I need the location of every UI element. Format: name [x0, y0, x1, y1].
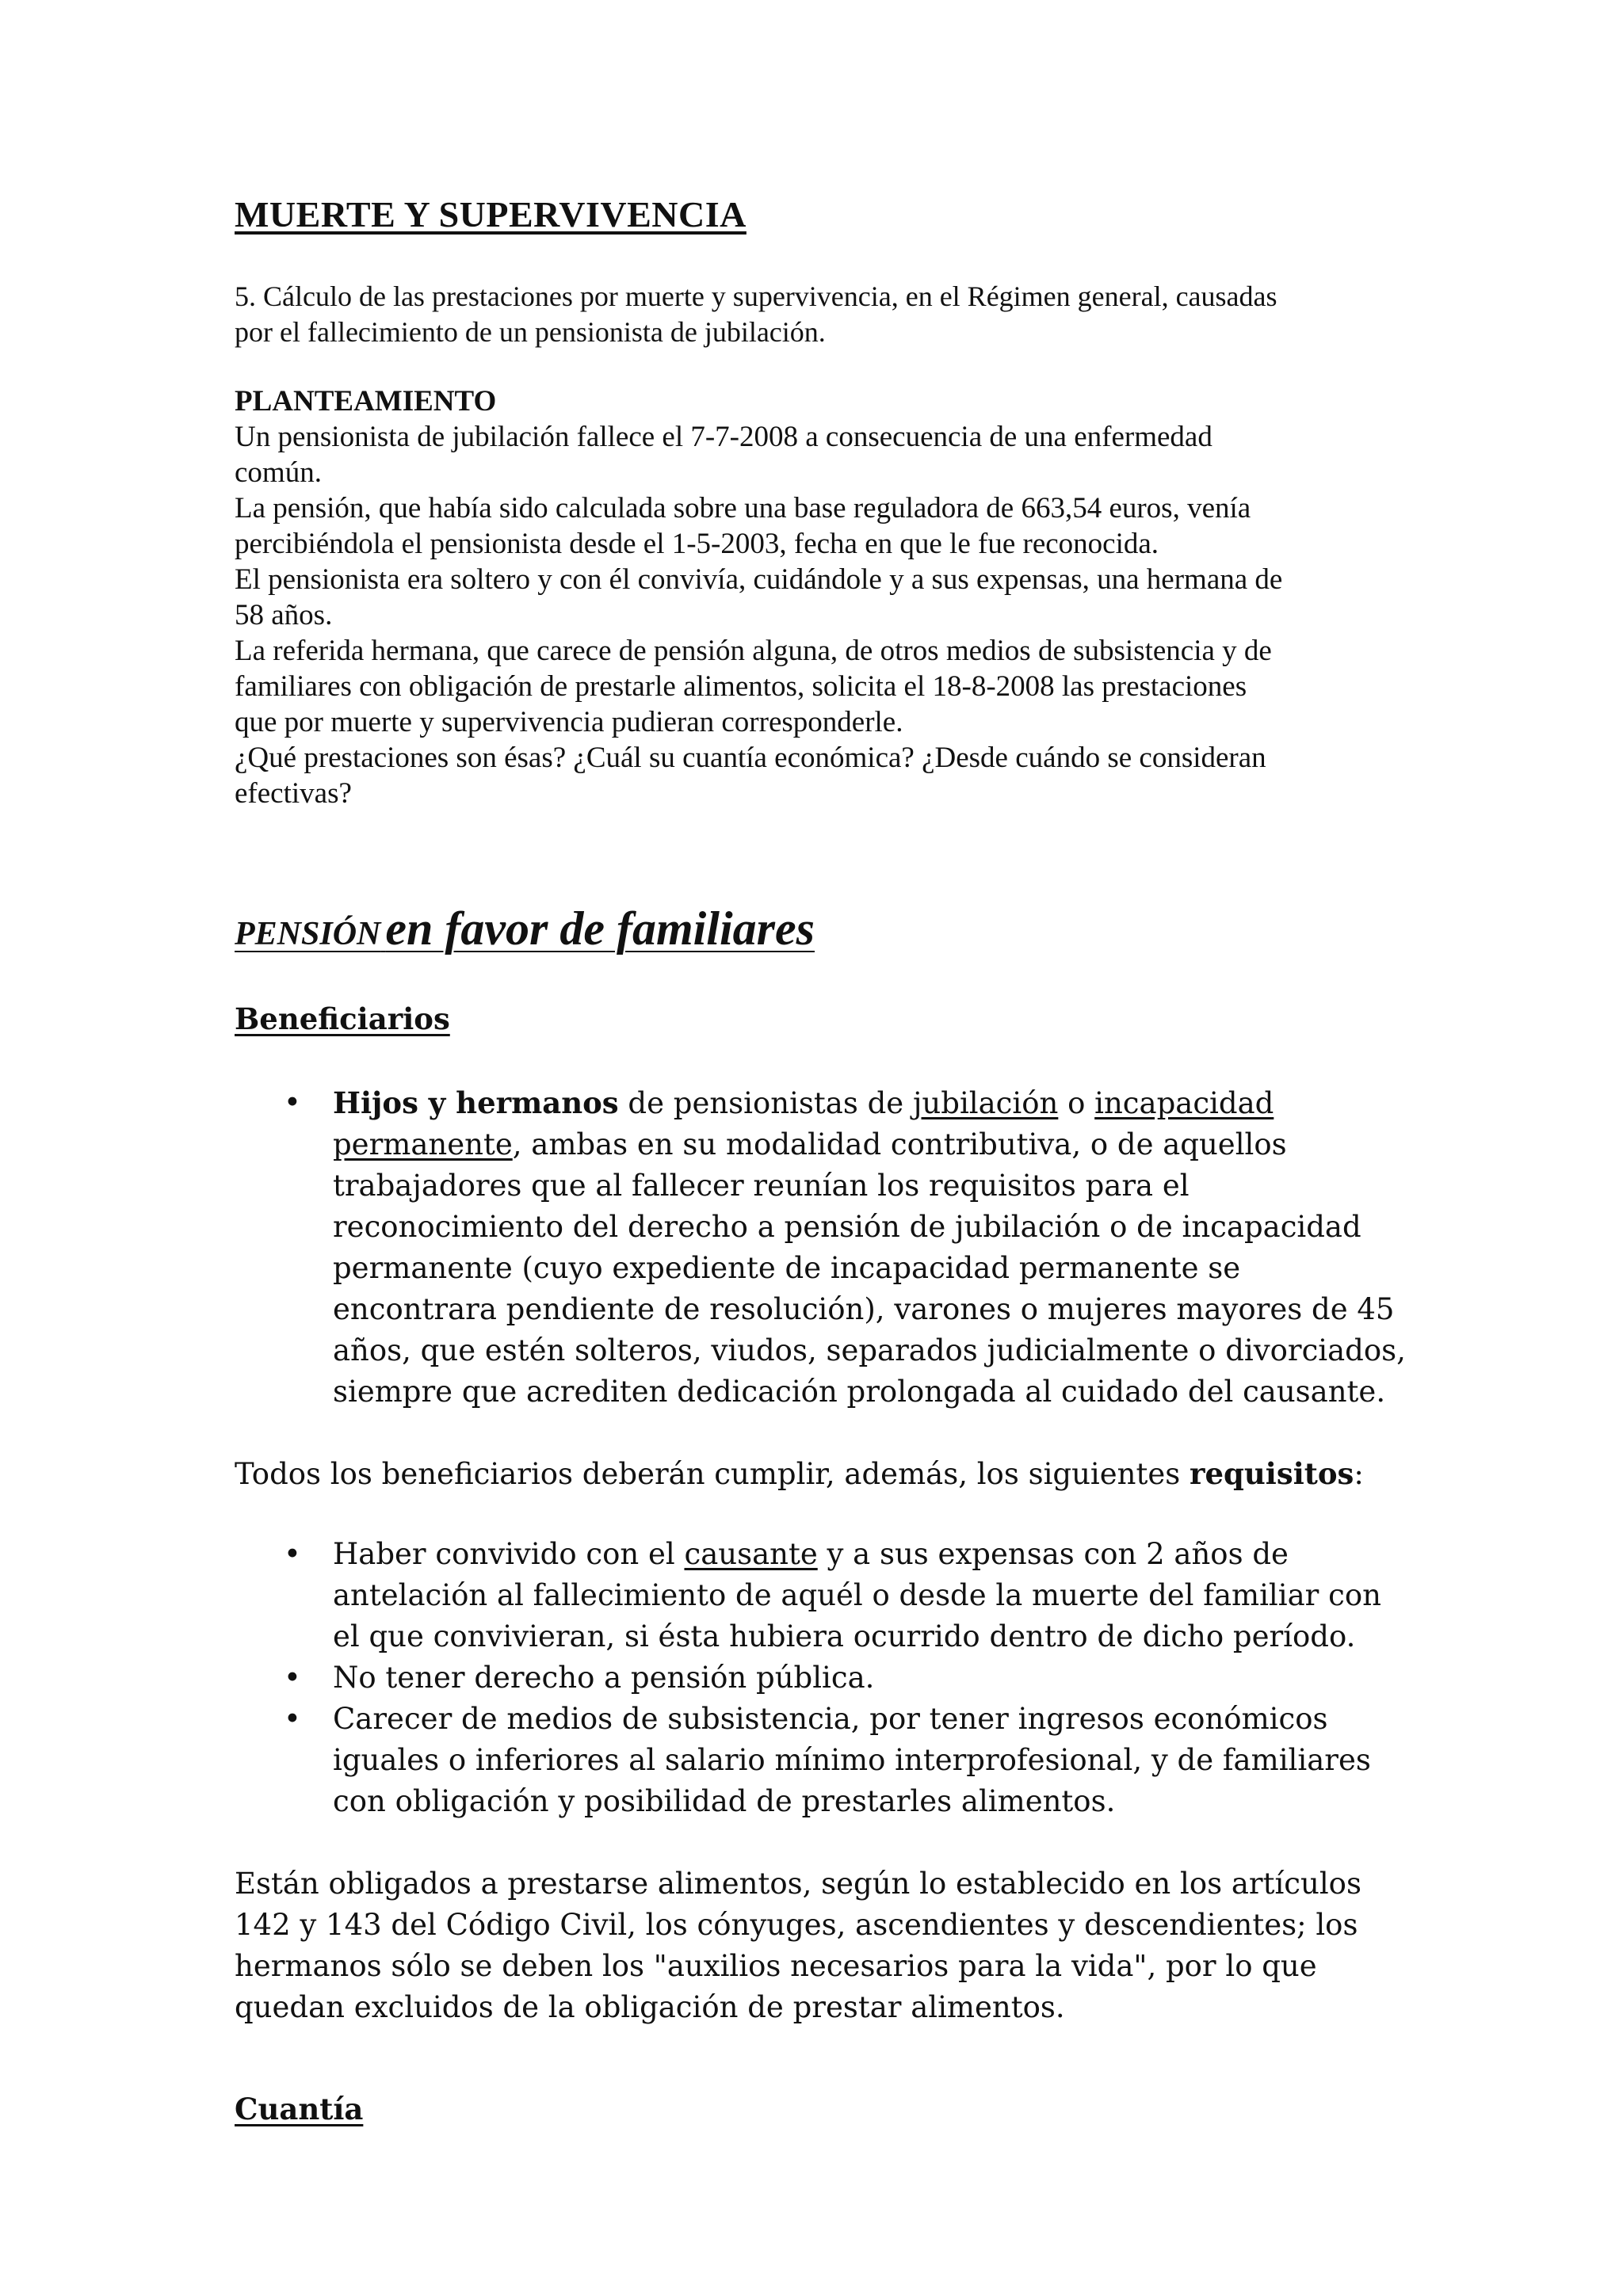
text-run: Haber convivido con el	[333, 1537, 685, 1571]
beneficiarios-list	[235, 1082, 1407, 1413]
bullet-icon: •	[284, 1537, 301, 1571]
requisitos-list	[235, 1534, 1407, 1822]
planteamiento-line: La referida hermana, que carece de pensión alguna, de otros medios de subsistencia y de	[235, 635, 1272, 667]
link-causante[interactable]: causante	[684, 1537, 818, 1571]
list-item	[235, 1699, 1407, 1822]
text-run: o	[1058, 1086, 1095, 1120]
bullet-icon: •	[284, 1661, 301, 1695]
text-run: de pensionistas de	[618, 1086, 913, 1120]
section-heading-part1: PENSIÓN	[235, 916, 381, 952]
requisitos-bold: requisitos	[1190, 1456, 1354, 1491]
text-run: :	[1354, 1457, 1364, 1491]
bullet-icon: •	[284, 1085, 301, 1119]
planteamiento-line: ¿Qué prestaciones son ésas? ¿Cuál su cuantía económica? ¿Desde cuándo se consideran	[235, 742, 1266, 774]
text-run: Carecer de medios de subsistencia, por tener ingresos económicos iguales o inferiores al salario mínimo interprofesional, y de familiares con obligación y posibilidad de prestarles alimentos.	[333, 1702, 1371, 1818]
beneficiarios-heading: Beneficiarios	[235, 1001, 450, 1036]
planteamiento-line: La pensión, que había sido calculada sobre una base reguladora de 663,54 euros, venía	[235, 492, 1251, 524]
planteamiento-block	[235, 383, 1423, 811]
planteamiento-line: común.	[235, 456, 322, 489]
question-statement	[235, 279, 1423, 350]
planteamiento-heading: PLANTEAMIENTO	[235, 385, 497, 418]
document-title: MUERTE Y SUPERVIVENCIA	[235, 194, 747, 235]
link-jubilacion[interactable]: jubilación	[912, 1086, 1059, 1120]
text-run: No tener derecho a pensión pública.	[333, 1661, 875, 1695]
cuantia-heading: Cuantía	[235, 2092, 364, 2126]
section-heading-part2: en favor de familiares	[385, 902, 815, 955]
planteamiento-line: familiares con obligación de prestarle alimentos, solicita el 18-8-2008 las prestaciones	[235, 670, 1247, 703]
section-heading-pension	[235, 902, 815, 956]
list-item	[235, 1657, 1407, 1699]
planteamiento-line: percibiéndola el pensionista desde el 1-5-2003, fecha en que le fue reconocida.	[235, 528, 1159, 560]
list-item	[235, 1082, 1407, 1413]
text-run: y a sus expensas con 2 años de antelación al fallecimiento de aquél o desde la muerte del familiar con el que convivieran, si ésta hubiera ocurrido dentro de dicho período.	[333, 1537, 1381, 1653]
question-line: 5. Cálculo de las prestaciones por muerte y supervivencia, en el Régimen general, causadas	[235, 280, 1277, 312]
planteamiento-line: 58 años.	[235, 599, 333, 631]
text-run: Todos los beneficiarios deberán cumplir, además, los siguientes	[235, 1457, 1190, 1491]
planteamiento-line: efectivas?	[235, 777, 352, 810]
list-item	[235, 1534, 1407, 1657]
text-run: , ambas en su modalidad contributiva, o de aquellos trabajadores que al fallecer reunían los requisitos para el reconocimiento del derecho a pensión de jubilación o de incapacidad permanente (cuyo expediente de incapacidad permanente se encontrara pendiente de resolución), varones o mujeres mayores de 45 años, que estén solteros, viudos, separados judicialmente o divorciados, siempre que acrediten dedicación prolongada al cuidado del causante.	[333, 1127, 1406, 1409]
link-incapacidad-permanente[interactable]: incapacidad permanente	[333, 1086, 1274, 1161]
bullet-icon: •	[284, 1702, 301, 1736]
planteamiento-line: que por muerte y supervivencia pudieran corresponderle.	[235, 706, 903, 738]
planteamiento-line: El pensionista era soltero y con él convivía, cuidándole y a sus expensas, una hermana de	[235, 563, 1283, 596]
requisitos-intro	[235, 1453, 1423, 1495]
beneficiarios-bold: Hijos y hermanos	[333, 1085, 619, 1120]
planteamiento-line: Un pensionista de jubilación fallece el 7-7-2008 a consecuencia de una enfermedad	[235, 421, 1212, 453]
question-line: por el fallecimiento de un pensionista de jubilación.	[235, 316, 826, 348]
alimentos-paragraph: Están obligados a prestarse alimentos, según lo establecido en los artículos 142 y 143 del Código Civil, los cónyuges, ascendientes y descendientes; los hermanos sólo se deben los "auxilios necesarios para la vida", por lo que quedan excluidos de la obligación de prestar alimentos.	[235, 1867, 1361, 2024]
